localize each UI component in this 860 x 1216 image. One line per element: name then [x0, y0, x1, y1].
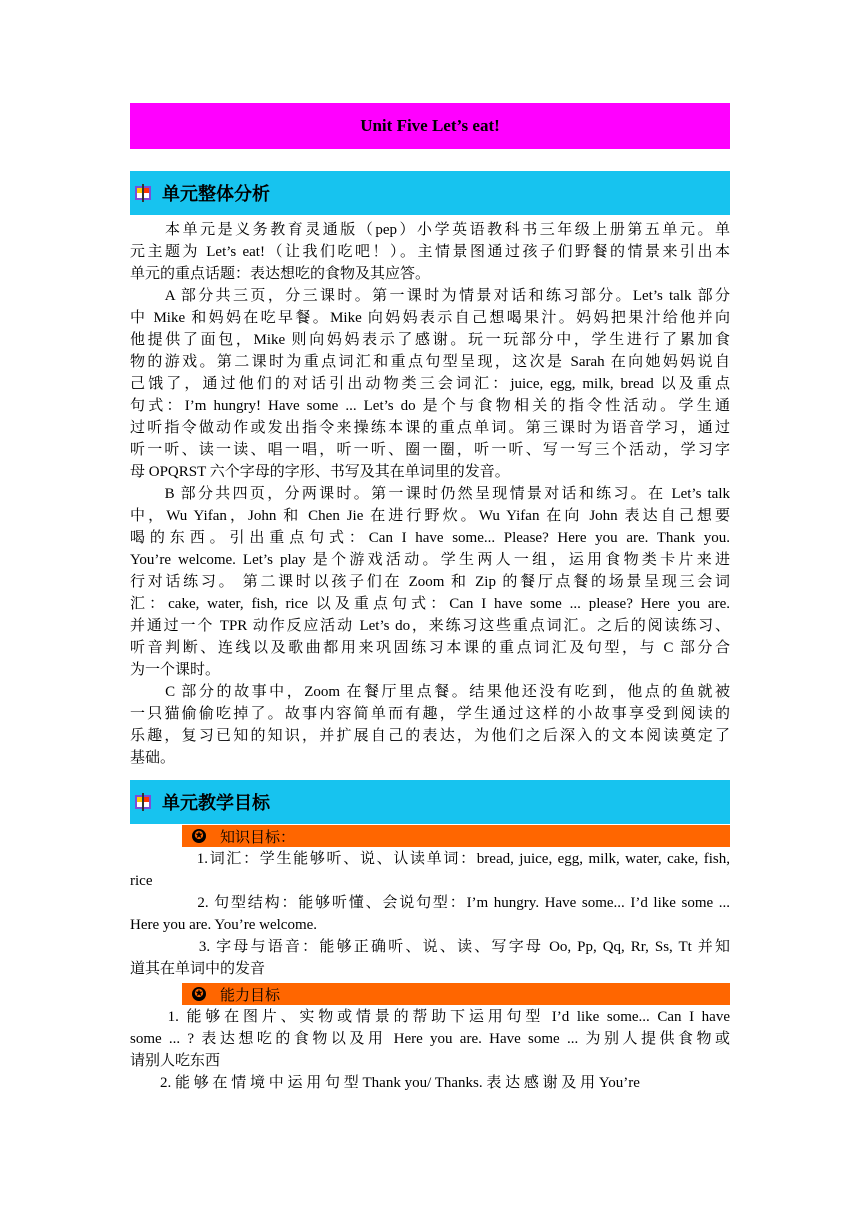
text-line: 母 OPQRST 六个字母的字形、书写及其在单词里的发音。	[130, 464, 510, 480]
text-line: 2. 句型结构：能够听懂、会说句型：I’m hungry. Have some... I’d like some ...	[130, 895, 730, 911]
text-line: 物的游戏。第二课时为重点词汇和重点句型呈现，这次是 Sarah 在向她妈妈说自	[130, 354, 730, 370]
text-line: 1. 能够在图片、实物或情景的帮助下运用句型 I’d like some... Can I have	[130, 1009, 730, 1025]
text-line: 行对话练习。 第二课时以孩子们在 Zoom 和 Zip 的餐厅点餐的场景呈现三会词	[130, 574, 730, 590]
ability-goals-label: 能力目标	[220, 987, 281, 1004]
text-line: 己饿了，通过他们的对话引出动物类三会词汇：juice, egg, milk, bread 以及重点	[130, 376, 730, 392]
knowledge-goals-body	[130, 848, 730, 980]
text-line: 他提供了面包，Mike 则向妈妈表示了感谢。玩一玩部分中，学生进行了累加食	[130, 332, 730, 348]
text-line: 汇：cake, water, fish, rice 以及重点句式：Can I have some ... please? Here you are.	[130, 596, 730, 612]
text-line: 基础。	[130, 750, 176, 766]
section-title: 单元教学目标	[162, 793, 270, 814]
knowledge-goals-bar	[182, 825, 730, 847]
text-line: 元主题为 Let’s eat!（让我们吃吧！）。主情景图通过孩子们野餐的情景来引出本	[130, 244, 730, 260]
book-flag-icon	[132, 791, 154, 813]
text-line: 并通过一个 TPR 动作反应活动 Let’s do，来练习这些重点词汇。之后的阅读练习、	[130, 618, 730, 634]
text-line: 本单元是义务教育灵通版（pep）小学英语教科书三年级上册第五单元。单	[130, 222, 730, 238]
text-line: 句式：I’m hungry! Have some ... Let’s do 是个与食物相关的指令性活动。学生通	[130, 398, 730, 414]
ability-goals-body	[130, 1006, 730, 1094]
text-line: 道其在单词中的发音	[130, 961, 266, 977]
text-line: 听音判断、连线以及歌曲都用来巩固练习本课的重点词汇及句型，与 C 部分合	[130, 640, 730, 656]
text-line: 喝的东西。引出重点句式：Can I have some... Please? Here you are. Thank you.	[130, 530, 730, 546]
text-line: 乐趣，复习已知的知识，并扩展自己的表达，为他们之后深入的文本阅读奠定了	[130, 728, 730, 744]
text-line: 单元的重点话题：表达想吃的食物及其应答。	[130, 266, 431, 282]
text-line: 听一听、读一读、唱一唱，听一听、圈一圈，听一听、写一写三个活动，学习字	[130, 442, 730, 458]
text-line: A 部分共三页，分三课时。第一课时为情景对话和练习部分。Let’s talk 部分	[130, 288, 730, 304]
analysis-body	[130, 219, 730, 769]
text-line: Here you are. You’re welcome.	[130, 917, 318, 933]
document-page	[130, 103, 730, 149]
text-line: 中，Wu Yifan，John 和 Chen Jie 在进行野炊。Wu Yifan 在向 John 表达自己想要	[130, 508, 730, 524]
text-line: 2. 能 够 在 情 境 中 运 用 句 型 Thank you/ Thanks. 表 达 感 谢 及 用 You’re	[130, 1075, 640, 1091]
text-line: 请别人吃东西	[130, 1053, 221, 1069]
text-line: 1.词汇：学生能够听、说、认读单词：bread, juice, egg, milk, water, cake, fish,	[130, 851, 730, 867]
text-line: 3. 字母与语音：能够正确听、说、读、写字母 Oo, Pp, Qq, Rr, Ss, Tt 并知	[130, 939, 730, 955]
text-line: rice	[130, 873, 153, 889]
text-line: C 部分的故事中，Zoom 在餐厅里点餐。结果他还没有吃到，他点的鱼就被	[130, 684, 730, 700]
text-line: B 部分共四页，分两课时。第一课时仍然呈现情景对话和练习。在 Let’s talk	[130, 486, 730, 502]
star-circle-icon: ✪	[192, 829, 206, 843]
text-line: 中 Mike 和妈妈在吃早餐。Mike 向妈妈表示自己想喝果汁。妈妈把果汁给他并向	[130, 310, 730, 326]
knowledge-goals-label: 知识目标：	[220, 829, 296, 846]
text-line: 为一个课时。	[130, 662, 221, 678]
section-title: 单元整体分析	[162, 184, 270, 205]
unit-title-bar	[130, 103, 730, 149]
ability-goals-bar	[182, 983, 730, 1005]
text-line: You’re welcome. Let’s play 是个游戏活动。学生两人一组，运用食物类卡片来进	[130, 552, 730, 568]
section-heading-analysis	[130, 171, 730, 215]
star-circle-icon: ✪	[192, 987, 206, 1001]
text-line: 过听指令做动作或发出指令来操练本课的重点单词。第三课时为语音学习，通过	[130, 420, 730, 436]
text-line: some ... ? 表达想吃的食物以及用 Here you are. Have some ... 为别人提供食物或	[130, 1031, 730, 1047]
unit-title: Unit Five Let’s eat!	[360, 116, 500, 135]
text-line: 一只猫偷偷吃掉了。故事内容简单而有趣，学生通过这样的小故事享受到阅读的	[130, 706, 730, 722]
book-flag-icon	[132, 182, 154, 204]
section-heading-goals	[130, 780, 730, 824]
